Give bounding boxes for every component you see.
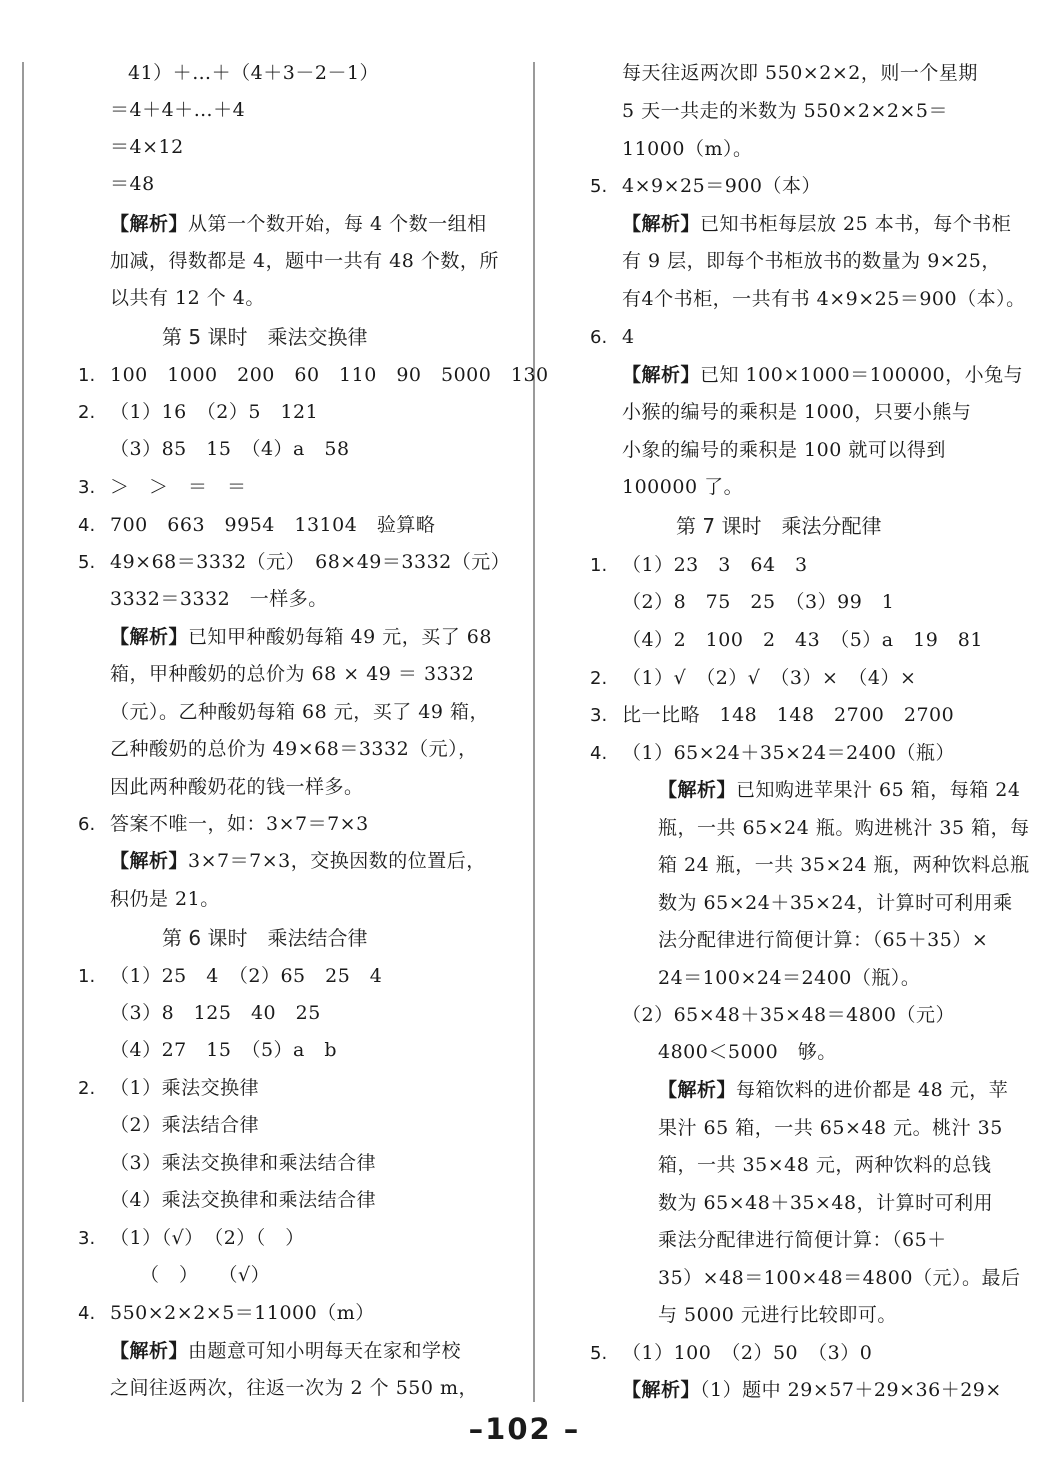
analysis-text: 数为 65×24＋35×24，计算时可利用乘 [658, 892, 1013, 914]
continued-line: ＝48 [110, 173, 155, 195]
analysis-text: 有4个书柜，一共有书 4×9×25＝900（本）。 [622, 288, 1026, 310]
analysis-text: 有 9 层，即每个书柜放书的数量为 9×25， [622, 250, 1001, 272]
question-number: 3. [78, 477, 96, 498]
question-number: 6. [590, 327, 608, 348]
analysis-text: 箱，一共 35×48 元，两种饮料的总钱 [658, 1154, 992, 1176]
continued-line: ＝4＋4＋…＋4 [110, 99, 246, 121]
question-number: 3. [590, 705, 608, 726]
analysis-text: 积仍是 21。 [110, 888, 220, 910]
analysis-note [110, 619, 492, 656]
answer-line: （4）2 100 2 43 （5）a 19 81 [622, 629, 983, 651]
analysis-note [658, 772, 1021, 809]
question-number: 4. [590, 743, 608, 764]
analysis-tag: 【解析】 [110, 626, 189, 648]
analysis-text: 果汁 65 箱，一共 65×48 元。桃汁 35 [658, 1117, 1003, 1139]
analysis-text: 已知甲种酸奶每箱 49 元，买了 68 [188, 626, 492, 648]
analysis-text: 因此两种酸奶花的钱一样多。 [110, 776, 364, 798]
answer-line: （1）65×24＋35×24＝2400（瓶） [622, 742, 955, 764]
analysis-text: 与 5000 元进行比较即可。 [658, 1304, 897, 1326]
answer-line: 4800＜5000 够。 [658, 1041, 837, 1063]
answer-line: （1）√ （2）√ （3）× （4）× [622, 667, 917, 689]
analysis-tag: 【解析】 [110, 1340, 189, 1362]
analysis-tag: 【解析】 [658, 1079, 737, 1101]
question-number: 2. [78, 402, 96, 423]
question-number: 2. [590, 668, 608, 689]
question-number: 6. [78, 814, 96, 835]
answer-line: 49×68＝3332（元） 68×49＝3332（元） [110, 551, 511, 573]
analysis-tag: 【解析】 [110, 213, 189, 235]
answer-line: 答案不唯一，如：3×7＝7×3 [110, 813, 369, 835]
answer-line: （4）乘法交换律和乘法结合律 [110, 1189, 377, 1211]
answer-line: ＞ ＞ ＝ ＝ [110, 476, 247, 498]
answer-line: （ ） （√） [140, 1264, 271, 1286]
column-divider [533, 62, 535, 1402]
analysis-text: 由题意可知小明每天在家和学校 [188, 1340, 462, 1362]
analysis-text: 3×7＝7×3，交换因数的位置后， [188, 850, 486, 872]
analysis-text: 以共有 12 个 4。 [110, 287, 265, 309]
analysis-text: 小猴的编号的乘积是 1000，只要小熊与 [622, 401, 972, 423]
analysis-text: 乙种酸奶的总价为 49×68＝3332（元）， [110, 738, 478, 760]
answer-line: （1）（√） （2）（ ） [110, 1227, 305, 1249]
continued-line: 41）＋…＋（4＋3－2－1） [128, 62, 380, 84]
answer-line: 3332＝3332 一样多。 [110, 588, 328, 610]
analysis-text: 数为 65×48＋35×48，计算时可利用 [658, 1192, 994, 1214]
analysis-text: （1）题中 29×57＋29×36＋29× [700, 1379, 1002, 1401]
analysis-text: 箱，甲种酸奶的总价为 68 × 49 ＝ 3332 [110, 663, 475, 685]
answer-line: （4）27 15 （5）a b [110, 1039, 338, 1061]
answer-line: （3）85 15 （4）a 58 [110, 438, 350, 460]
continued-line: 每天往返两次即 550×2×2，则一个星期 [622, 62, 978, 84]
analysis-text: 加减，得数都是 4，题中一共有 48 个数，所 [110, 250, 499, 272]
analysis-text: （元）。乙种酸奶每箱 68 元，买了 49 箱， [110, 701, 490, 723]
analysis-text: 之间往返两次，往返一次为 2 个 550 m， [110, 1377, 479, 1399]
analysis-text: 小象的编号的乘积是 100 就可以得到 [622, 439, 946, 461]
analysis-text: 已知 100×1000＝100000，小兔与 [700, 364, 1024, 386]
continued-line: 5 天一共走的米数为 550×2×2×5＝ [622, 100, 948, 122]
question-number: 1. [590, 555, 608, 576]
answer-line: （1）25 4 （2）65 25 4 [110, 965, 383, 987]
analysis-text: 24＝100×24＝2400（瓶）。 [658, 967, 921, 989]
answer-line: （2）65×48＋35×48＝4800（元） [622, 1004, 955, 1026]
answer-line: 4 [622, 326, 635, 348]
analysis-note [622, 1372, 1002, 1409]
analysis-note [622, 206, 1011, 243]
analysis-note [110, 206, 487, 243]
question-number: 5. [590, 1343, 608, 1364]
analysis-tag: 【解析】 [110, 850, 189, 872]
analysis-text: 从第一个数开始，每 4 个数一组相 [188, 213, 487, 235]
question-number: 3. [78, 1228, 96, 1249]
question-number: 4. [78, 1303, 96, 1324]
analysis-tag: 【解析】 [622, 1379, 701, 1401]
question-number: 4. [78, 515, 96, 536]
analysis-text: 35）×48＝100×48＝4800（元）。最后 [658, 1267, 1021, 1289]
lesson-5-title: 第 5 课时 乘法交换律 [162, 325, 368, 349]
question-number: 2. [78, 1078, 96, 1099]
answer-line: （1）23 3 64 3 [622, 554, 808, 576]
analysis-text: 100000 了。 [622, 476, 744, 498]
analysis-note [110, 843, 486, 880]
answer-line: 550×2×2×5＝11000（m） [110, 1302, 375, 1324]
analysis-tag: 【解析】 [622, 364, 701, 386]
analysis-tag: 【解析】 [622, 213, 701, 235]
lesson-6-title: 第 6 课时 乘法结合律 [162, 926, 368, 950]
analysis-note [658, 1072, 1008, 1109]
analysis-text: 每箱饮料的进价都是 48 元，苹 [736, 1079, 1009, 1101]
analysis-text: 已知书柜每层放 25 本书，每个书柜 [700, 213, 1012, 235]
answer-line: （3）乘法交换律和乘法结合律 [110, 1152, 377, 1174]
page-number: –102 – [468, 1412, 581, 1446]
answer-line: （3）8 125 40 25 [110, 1002, 321, 1024]
question-number: 1. [78, 966, 96, 987]
left-margin-rule [22, 62, 24, 1402]
analysis-text: 瓶，一共 65×24 瓶。购进桃汁 35 箱，每 [658, 817, 1030, 839]
question-number: 5. [590, 176, 608, 197]
analysis-tag: 【解析】 [658, 779, 737, 801]
answer-line: （1）100 （2）50 （3）0 [622, 1342, 873, 1364]
answer-line: （1）16 （2）5 121 [110, 401, 319, 423]
answer-line: 4×9×25＝900（本） [622, 175, 821, 197]
answer-line: 比一比略 148 148 2700 2700 [622, 704, 955, 726]
analysis-text: 已知购进苹果汁 65 箱，每箱 24 [736, 779, 1021, 801]
analysis-note [622, 357, 1023, 394]
lesson-7-title: 第 7 课时 乘法分配律 [676, 514, 882, 538]
answer-line: 100 1000 200 60 110 90 5000 130 [110, 364, 549, 386]
answer-line: 700 663 9954 13104 验算略 [110, 514, 436, 536]
analysis-note [110, 1333, 461, 1370]
analysis-text: 乘法分配律进行简便计算：（65＋ [658, 1229, 947, 1251]
question-number: 1. [78, 365, 96, 386]
question-number: 5. [78, 552, 96, 573]
analysis-text: 箱 24 瓶，一共 35×24 瓶，两种饮料总瓶 [658, 854, 1030, 876]
answer-line: （2）8 75 25 （3）99 1 [622, 591, 895, 613]
answer-line: （2）乘法结合律 [110, 1114, 260, 1136]
continued-line: ＝4×12 [110, 136, 184, 158]
continued-line: 11000（m）。 [622, 138, 753, 160]
analysis-text: 法分配律进行简便计算：（65＋35）× [658, 929, 989, 951]
answer-line: （1）乘法交换律 [110, 1077, 260, 1099]
